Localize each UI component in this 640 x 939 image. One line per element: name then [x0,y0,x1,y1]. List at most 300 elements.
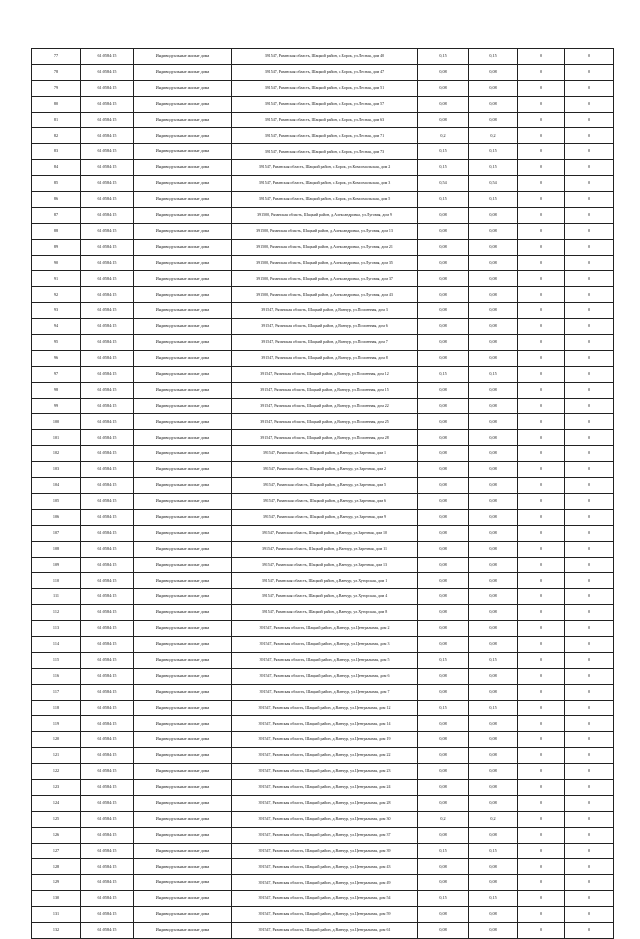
area-total-cell: 0,08 [418,557,469,573]
building-type-cell: Индивидуальные жилые дома [134,64,232,80]
area-total-cell: 0,08 [418,414,469,430]
cadastral-code-cell: 61:0584:15 [81,779,134,795]
value-d-cell: 0 [565,509,614,525]
table-row [32,748,614,764]
address-cell: 391547, Рязанская область, Шацкий район, д.Ванчур, ул.Посиенная, дом 22 [232,398,418,414]
value-c-cell: 0 [518,795,565,811]
value-d-cell: 0 [565,446,614,462]
value-d-cell: 0 [565,748,614,764]
cadastral-code-cell: 61:0584:15 [81,414,134,430]
row-number-cell: 105 [32,493,81,509]
value-d-cell: 0 [565,875,614,891]
value-d-cell: 0 [565,223,614,239]
table-row [32,684,614,700]
row-number-cell: 125 [32,811,81,827]
area-total-cell: 0,08 [418,398,469,414]
address-cell: 391547, Рязанская область, Шацкий район, д.Ванчур, ул.Центральная, дом 14 [232,716,418,732]
area-used-cell: 0,08 [469,96,518,112]
cadastral-code-cell: 61:0584:15 [81,605,134,621]
table-row [32,398,614,414]
row-number-cell: 90 [32,255,81,271]
value-d-cell: 0 [565,96,614,112]
address-cell: 391547, Рязанская область, Шацкий район, д.Ванчур, ул.Посиенная, дом 8 [232,350,418,366]
value-d-cell: 0 [565,493,614,509]
area-total-cell: 0,15 [418,700,469,716]
address-cell: 391547, Рязанская область, Шацкий район, д.Ванчур, ул.Посиенная, дом 15 [232,382,418,398]
area-used-cell: 0,08 [469,112,518,128]
building-type-cell: Индивидуальные жилые дома [134,398,232,414]
cadastral-code-cell: 61:0584:15 [81,764,134,780]
address-cell: 391547, Рязанская область, Шацкий район, с.Борок, ул.Лесная, дом 63 [232,112,418,128]
area-total-cell: 0,08 [418,636,469,652]
building-type-cell: Индивидуальные жилые дома [134,748,232,764]
area-used-cell: 0,08 [469,764,518,780]
table-row [32,319,614,335]
cadastral-code-cell: 61:0584:15 [81,112,134,128]
value-d-cell: 0 [565,541,614,557]
value-d-cell: 0 [565,478,614,494]
area-total-cell: 0,08 [418,96,469,112]
building-type-cell: Индивидуальные жилые дома [134,589,232,605]
value-d-cell: 0 [565,64,614,80]
row-number-cell: 129 [32,875,81,891]
value-c-cell: 0 [518,319,565,335]
building-type-cell: Индивидуальные жилые дома [134,525,232,541]
area-total-cell: 0,08 [418,827,469,843]
cadastral-code-cell: 61:0584:15 [81,589,134,605]
value-c-cell: 0 [518,303,565,319]
value-d-cell: 0 [565,668,614,684]
building-type-cell: Индивидуальные жилые дома [134,859,232,875]
building-type-cell: Индивидуальные жилые дома [134,192,232,208]
row-number-cell: 132 [32,922,81,938]
cadastral-code-cell: 61:0584:15 [81,541,134,557]
table-row [32,192,614,208]
value-c-cell: 0 [518,589,565,605]
row-number-cell: 109 [32,557,81,573]
area-used-cell: 0,08 [469,446,518,462]
area-total-cell: 0,08 [418,764,469,780]
cadastral-code-cell: 61:0584:15 [81,573,134,589]
value-d-cell: 0 [565,112,614,128]
row-number-cell: 84 [32,160,81,176]
row-number-cell: 95 [32,335,81,351]
address-cell: 391547, Рязанская область, Шацкий район, д.Ванчур, ул.Заречная, дом 1 [232,446,418,462]
area-used-cell: 0,08 [469,350,518,366]
row-number-cell: 86 [32,192,81,208]
row-number-cell: 120 [32,732,81,748]
building-type-cell: Индивидуальные жилые дома [134,605,232,621]
area-used-cell: 0,08 [469,223,518,239]
cadastral-code-cell: 61:0584:15 [81,668,134,684]
area-total-cell: 0,15 [418,891,469,907]
value-c-cell: 0 [518,541,565,557]
cadastral-code-cell: 61:0584:15 [81,192,134,208]
area-used-cell: 0,08 [469,303,518,319]
address-cell: 391547, Рязанская область, Шацкий район, с.Борок, ул.Комсомольская, дом 3 [232,176,418,192]
address-cell: 391547, Рязанская область, Шацкий район, д.Ванчур, ул.Центральная, дом 49 [232,875,418,891]
cadastral-code-cell: 61:0584:15 [81,795,134,811]
table-row [32,271,614,287]
area-used-cell: 0,08 [469,907,518,923]
row-number-cell: 115 [32,652,81,668]
value-d-cell: 0 [565,811,614,827]
row-number-cell: 101 [32,430,81,446]
value-c-cell: 0 [518,636,565,652]
row-number-cell: 124 [32,795,81,811]
value-c-cell: 0 [518,207,565,223]
cadastral-code-cell: 61:0584:15 [81,525,134,541]
cadastral-code-cell: 61:0584:15 [81,827,134,843]
cadastral-code-cell: 61:0584:15 [81,303,134,319]
table-row [32,541,614,557]
table-row [32,827,614,843]
building-type-cell: Индивидуальные жилые дома [134,843,232,859]
cadastral-code-cell: 61:0584:15 [81,907,134,923]
value-d-cell: 0 [565,160,614,176]
table-row [32,573,614,589]
area-used-cell: 0,08 [469,255,518,271]
value-d-cell: 0 [565,271,614,287]
address-cell: 391547, Рязанская область, Шацкий район, д.Ванчур, ул.Посиенная, дом 28 [232,430,418,446]
table-row [32,160,614,176]
cadastral-code-cell: 61:0584:15 [81,49,134,65]
building-type-cell: Индивидуальные жилые дома [134,716,232,732]
building-type-cell: Индивидуальные жилые дома [134,668,232,684]
address-cell: 391547, Рязанская область, Шацкий район, д.Ванчур, ул.Заречная, дом 9 [232,509,418,525]
cadastral-code-cell: 61:0584:15 [81,64,134,80]
row-number-cell: 122 [32,764,81,780]
cadastral-code-cell: 61:0584:15 [81,509,134,525]
area-used-cell: 0,08 [469,795,518,811]
value-c-cell: 0 [518,287,565,303]
building-type-cell: Индивидуальные жилые дома [134,557,232,573]
area-total-cell: 0,08 [418,271,469,287]
address-cell: 391547, Рязанская область, Шацкий район, д.Ванчур, ул.Центральная, дом 61 [232,922,418,938]
area-used-cell: 0,54 [469,176,518,192]
value-c-cell: 0 [518,764,565,780]
area-total-cell: 0,08 [418,239,469,255]
row-number-cell: 83 [32,144,81,160]
building-type-cell: Индивидуальные жилые дома [134,160,232,176]
value-d-cell: 0 [565,128,614,144]
value-d-cell: 0 [565,350,614,366]
row-number-cell: 126 [32,827,81,843]
address-cell: 391547, Рязанская область, Шацкий район, д.Ванчур, ул.Центральная, дом 37 [232,827,418,843]
area-used-cell: 0,08 [469,573,518,589]
row-number-cell: 89 [32,239,81,255]
value-c-cell: 0 [518,557,565,573]
address-cell: 391547, Рязанская область, Шацкий район, д.Ванчур, ул.Хуторская, дом 4 [232,589,418,605]
area-used-cell: 0,15 [469,891,518,907]
row-number-cell: 78 [32,64,81,80]
row-number-cell: 118 [32,700,81,716]
address-cell: 391547, Рязанская область, Шацкий район, с.Борок, ул.Комсомольская, дом 2 [232,160,418,176]
area-total-cell: 0,2 [418,128,469,144]
table-row [32,509,614,525]
value-d-cell: 0 [565,525,614,541]
value-c-cell: 0 [518,176,565,192]
building-type-cell: Индивидуальные жилые дома [134,319,232,335]
area-used-cell: 0,08 [469,239,518,255]
row-number-cell: 117 [32,684,81,700]
value-c-cell: 0 [518,779,565,795]
area-total-cell: 0,08 [418,922,469,938]
area-used-cell: 0,15 [469,49,518,65]
building-type-cell: Индивидуальные жилые дома [134,891,232,907]
value-c-cell: 0 [518,96,565,112]
table-row [32,875,614,891]
value-c-cell: 0 [518,859,565,875]
value-c-cell: 0 [518,462,565,478]
value-d-cell: 0 [565,398,614,414]
area-total-cell: 0,08 [418,525,469,541]
row-number-cell: 119 [32,716,81,732]
value-c-cell: 0 [518,875,565,891]
area-total-cell: 0,08 [418,716,469,732]
value-c-cell: 0 [518,493,565,509]
value-c-cell: 0 [518,128,565,144]
value-d-cell: 0 [565,605,614,621]
row-number-cell: 106 [32,509,81,525]
table-row [32,255,614,271]
area-used-cell: 0,08 [469,636,518,652]
value-d-cell: 0 [565,239,614,255]
row-number-cell: 97 [32,366,81,382]
cadastral-code-cell: 61:0584:15 [81,446,134,462]
address-cell: 391547, Рязанская область, Шацкий район, д.Ванчур, ул.Центральная, дом 43 [232,859,418,875]
address-cell: 391547, Рязанская область, Шацкий район, д.Ванчур, ул.Центральная, дом 23 [232,764,418,780]
value-d-cell: 0 [565,255,614,271]
value-d-cell: 0 [565,859,614,875]
row-number-cell: 81 [32,112,81,128]
area-used-cell: 0,15 [469,700,518,716]
area-used-cell: 0,08 [469,335,518,351]
table-row [32,652,614,668]
area-used-cell: 0,15 [469,843,518,859]
address-cell: 391547, Рязанская область, Шацкий район, д.Ванчур, ул.Центральная, дом 30 [232,811,418,827]
table-row [32,303,614,319]
area-used-cell: 0,08 [469,557,518,573]
value-d-cell: 0 [565,700,614,716]
table-row [32,176,614,192]
value-d-cell: 0 [565,192,614,208]
value-d-cell: 0 [565,430,614,446]
address-cell: 391547, Рязанская область, Шацкий район, д.Ванчур, ул.Центральная, дом 7 [232,684,418,700]
area-used-cell: 0,08 [469,732,518,748]
area-used-cell: 0,08 [469,382,518,398]
value-c-cell: 0 [518,49,565,65]
table-row [32,779,614,795]
building-type-cell: Индивидуальные жилые дома [134,223,232,239]
cadastral-code-cell: 61:0584:15 [81,478,134,494]
value-c-cell: 0 [518,398,565,414]
address-cell: 391547, Рязанская область, Шацкий район, д.Ванчур, ул.Центральная, дом 28 [232,795,418,811]
table-body [32,49,614,939]
area-total-cell: 0,08 [418,605,469,621]
value-c-cell: 0 [518,811,565,827]
address-cell: 391547, Рязанская область, Шацкий район, д.Ванчур, ул.Посиенная, дом 3 [232,303,418,319]
area-total-cell: 0,08 [418,335,469,351]
address-cell: 391547, Рязанская область, Шацкий район, д.Ванчур, ул.Центральная, дом 39 [232,843,418,859]
value-d-cell: 0 [565,382,614,398]
row-number-cell: 100 [32,414,81,430]
cadastral-code-cell: 61:0584:15 [81,160,134,176]
address-cell: 391547, Рязанская область, Шацкий район, д.Ванчур, ул.Центральная, дом 2 [232,621,418,637]
cadastral-code-cell: 61:0584:15 [81,239,134,255]
table-row [32,462,614,478]
row-number-cell: 99 [32,398,81,414]
building-type-cell: Индивидуальные жилые дома [134,271,232,287]
value-c-cell: 0 [518,414,565,430]
building-type-cell: Индивидуальные жилые дома [134,764,232,780]
building-type-cell: Индивидуальные жилые дома [134,700,232,716]
building-type-cell: Индивидуальные жилые дома [134,239,232,255]
table-row [32,350,614,366]
row-number-cell: 113 [32,621,81,637]
area-used-cell: 0,08 [469,859,518,875]
building-type-cell: Индивидуальные жилые дома [134,382,232,398]
value-c-cell: 0 [518,144,565,160]
cadastral-code-cell: 61:0584:15 [81,255,134,271]
area-used-cell: 0,15 [469,144,518,160]
area-used-cell: 0,15 [469,652,518,668]
value-d-cell: 0 [565,287,614,303]
building-type-cell: Индивидуальные жилые дома [134,621,232,637]
cadastral-code-cell: 61:0584:15 [81,366,134,382]
cadastral-code-cell: 61:0584:15 [81,621,134,637]
table-row [32,525,614,541]
area-total-cell: 0,2 [418,811,469,827]
value-c-cell: 0 [518,350,565,366]
value-d-cell: 0 [565,335,614,351]
building-type-cell: Индивидуальные жилые дома [134,779,232,795]
building-type-cell: Индивидуальные жилые дома [134,636,232,652]
table-row [32,239,614,255]
value-d-cell: 0 [565,303,614,319]
area-used-cell: 0,08 [469,478,518,494]
cadastral-code-cell: 61:0584:15 [81,493,134,509]
table-row [32,223,614,239]
value-c-cell: 0 [518,732,565,748]
cadastral-code-cell: 61:0584:15 [81,430,134,446]
address-cell: 391547, Рязанская область, Шацкий район, с.Борок, ул.Лесная, дом 47 [232,64,418,80]
area-total-cell: 0,08 [418,80,469,96]
building-type-cell: Индивидуальные жилые дома [134,811,232,827]
cadastral-code-cell: 61:0584:15 [81,176,134,192]
value-c-cell: 0 [518,366,565,382]
value-c-cell: 0 [518,907,565,923]
table-row [32,795,614,811]
area-total-cell: 0,08 [418,732,469,748]
area-total-cell: 0,08 [418,859,469,875]
area-total-cell: 0,15 [418,49,469,65]
value-c-cell: 0 [518,716,565,732]
address-cell: 391547, Рязанская область, Шацкий район, д.Ванчур, ул.Посиенная, дом 25 [232,414,418,430]
area-used-cell: 0,08 [469,430,518,446]
area-used-cell: 0,08 [469,668,518,684]
area-total-cell: 0,08 [418,462,469,478]
building-type-cell: Индивидуальные жилые дома [134,462,232,478]
table-row [32,589,614,605]
table-row [32,335,614,351]
area-total-cell: 0,08 [418,430,469,446]
value-d-cell: 0 [565,827,614,843]
area-total-cell: 0,08 [418,319,469,335]
building-type-cell: Индивидуальные жилые дома [134,541,232,557]
address-cell: 391547, Рязанская область, Шацкий район, д.Ванчур, ул.Заречная, дом 11 [232,541,418,557]
building-type-cell: Индивидуальные жилые дома [134,350,232,366]
building-type-cell: Индивидуальные жилые дома [134,49,232,65]
row-number-cell: 96 [32,350,81,366]
value-d-cell: 0 [565,732,614,748]
value-c-cell: 0 [518,605,565,621]
table-row [32,49,614,65]
area-used-cell: 0,15 [469,366,518,382]
cadastral-code-cell: 61:0584:15 [81,462,134,478]
address-cell: 391547, Рязанская область, Шацкий район, д.Ванчур, ул.Хуторская, дом 1 [232,573,418,589]
address-cell: 391500, Рязанская область, Шацкий район, д.Александровка, ул.Луговая, дом 13 [232,223,418,239]
row-number-cell: 107 [32,525,81,541]
cadastral-code-cell: 61:0584:15 [81,128,134,144]
area-used-cell: 0,08 [469,398,518,414]
building-type-cell: Индивидуальные жилые дома [134,827,232,843]
building-type-cell: Индивидуальные жилые дома [134,684,232,700]
area-total-cell: 0,15 [418,843,469,859]
area-used-cell: 0,15 [469,160,518,176]
row-number-cell: 93 [32,303,81,319]
building-type-cell: Индивидуальные жилые дома [134,255,232,271]
address-cell: 391547, Рязанская область, Шацкий район, д.Ванчур, ул.Центральная, дом 6 [232,668,418,684]
value-c-cell: 0 [518,223,565,239]
building-type-cell: Индивидуальные жилые дома [134,478,232,494]
area-total-cell: 0,08 [418,255,469,271]
cadastral-code-cell: 61:0584:15 [81,716,134,732]
row-number-cell: 85 [32,176,81,192]
value-d-cell: 0 [565,573,614,589]
table-row [32,64,614,80]
area-total-cell: 0,15 [418,366,469,382]
area-total-cell: 0,08 [418,541,469,557]
area-total-cell: 0,08 [418,509,469,525]
area-total-cell: 0,08 [418,64,469,80]
address-cell: 391500, Рязанская область, Шацкий район, д.Александровка, ул.Луговая, дом 35 [232,255,418,271]
address-cell: 391500, Рязанская область, Шацкий район, д.Александровка, ул.Луговая, дом 37 [232,271,418,287]
value-c-cell: 0 [518,430,565,446]
building-type-cell: Индивидуальные жилые дома [134,652,232,668]
area-used-cell: 0,08 [469,462,518,478]
value-c-cell: 0 [518,748,565,764]
value-c-cell: 0 [518,891,565,907]
table-row [32,207,614,223]
area-used-cell: 0,08 [469,779,518,795]
address-cell: 391547, Рязанская область, Шацкий район, д.Ванчур, ул.Центральная, дом 3 [232,636,418,652]
table-row [32,811,614,827]
table-row [32,112,614,128]
value-d-cell: 0 [565,462,614,478]
row-number-cell: 110 [32,573,81,589]
cadastral-code-cell: 61:0584:15 [81,382,134,398]
building-type-cell: Индивидуальные жилые дома [134,207,232,223]
value-d-cell: 0 [565,652,614,668]
value-c-cell: 0 [518,843,565,859]
area-used-cell: 0,08 [469,621,518,637]
area-used-cell: 0,08 [469,541,518,557]
value-d-cell: 0 [565,207,614,223]
value-c-cell: 0 [518,509,565,525]
value-c-cell: 0 [518,573,565,589]
building-type-cell: Индивидуальные жилые дома [134,907,232,923]
